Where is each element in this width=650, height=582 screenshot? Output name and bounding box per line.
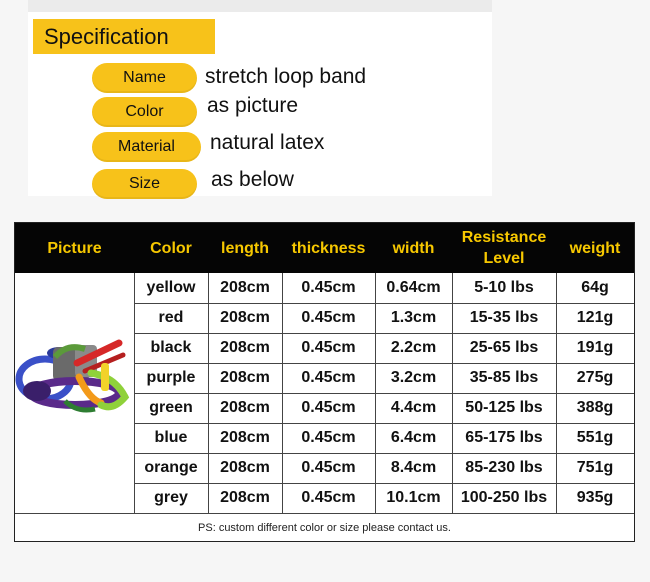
cell-length: 208cm <box>220 429 270 446</box>
cell-length: 208cm <box>220 339 270 356</box>
spec-label-name: Name <box>92 63 197 93</box>
spec-table <box>14 222 635 542</box>
header-weight: weight <box>569 239 621 257</box>
header-color: Color <box>150 239 192 257</box>
cell-weight: 935g <box>576 489 614 506</box>
cell-resistance: 85-230 lbs <box>465 459 543 476</box>
cell-width: 8.4cm <box>390 459 437 476</box>
cell-length: 208cm <box>220 279 270 296</box>
cell-width: 1.3cm <box>390 309 437 326</box>
header-resistance-level: Resistance Level <box>461 229 547 267</box>
cell-resistance: 50-125 lbs <box>465 399 543 416</box>
cell-weight: 191g <box>576 339 614 356</box>
cell-color: orange <box>144 459 198 476</box>
cell-thickness: 0.45cm <box>301 279 356 296</box>
cell-weight: 275g <box>576 369 614 386</box>
cell-thickness: 0.45cm <box>301 399 356 416</box>
cell-width: 4.4cm <box>390 399 437 416</box>
header-thickness: thickness <box>291 239 366 257</box>
bands-image <box>15 273 134 513</box>
cell-thickness: 0.45cm <box>301 429 356 446</box>
cell-width: 6.4cm <box>390 429 437 446</box>
cell-thickness: 0.45cm <box>301 309 356 326</box>
table-header <box>15 223 634 273</box>
cell-width: 0.64cm <box>386 279 441 296</box>
product-picture <box>15 273 134 513</box>
cell-resistance: 15-35 lbs <box>469 309 539 326</box>
top-strip <box>28 0 492 12</box>
cell-length: 208cm <box>220 309 270 326</box>
cell-width: 3.2cm <box>390 369 437 386</box>
cell-thickness: 0.45cm <box>301 339 356 356</box>
spec-value-material: natural latex <box>210 131 325 154</box>
cell-thickness: 0.45cm <box>301 459 356 476</box>
cell-resistance: 100-250 lbs <box>460 489 548 506</box>
footnote: PS: custom different color or size please contact us. <box>198 521 451 534</box>
spec-label-material: Material <box>92 132 201 162</box>
header-picture: Picture <box>47 239 102 257</box>
specification-title: Specification <box>33 19 215 54</box>
cell-length: 208cm <box>220 369 270 386</box>
cell-weight: 751g <box>576 459 614 476</box>
cell-width: 2.2cm <box>390 339 437 356</box>
cell-resistance: 65-175 lbs <box>465 429 543 446</box>
cell-color: yellow <box>146 279 196 296</box>
cell-length: 208cm <box>220 459 270 476</box>
spec-label-size: Size <box>92 169 197 199</box>
header-length: length <box>221 239 269 257</box>
cell-weight: 388g <box>576 399 614 416</box>
cell-length: 208cm <box>220 399 270 416</box>
cell-weight: 121g <box>576 309 614 326</box>
cell-color: green <box>149 399 193 416</box>
spec-value-size: as below <box>211 168 294 191</box>
cell-resistance: 5-10 lbs <box>474 279 534 296</box>
cell-resistance: 25-65 lbs <box>469 339 539 356</box>
cell-weight: 551g <box>576 429 614 446</box>
cell-color: red <box>158 309 184 326</box>
cell-resistance: 35-85 lbs <box>469 369 539 386</box>
spec-label-color: Color <box>92 97 197 127</box>
cell-width: 10.1cm <box>386 489 441 506</box>
spec-value-name: stretch loop band <box>205 65 367 88</box>
cell-length: 208cm <box>220 489 270 506</box>
cell-weight: 64g <box>581 279 609 296</box>
cell-thickness: 0.45cm <box>301 369 356 386</box>
cell-color: grey <box>154 489 188 506</box>
header-width: width <box>392 239 435 257</box>
cell-color: purple <box>146 369 196 386</box>
cell-color: blue <box>154 429 188 446</box>
spec-value-color: as picture <box>207 94 299 117</box>
cell-color: black <box>150 339 192 356</box>
cell-thickness: 0.45cm <box>301 489 356 506</box>
